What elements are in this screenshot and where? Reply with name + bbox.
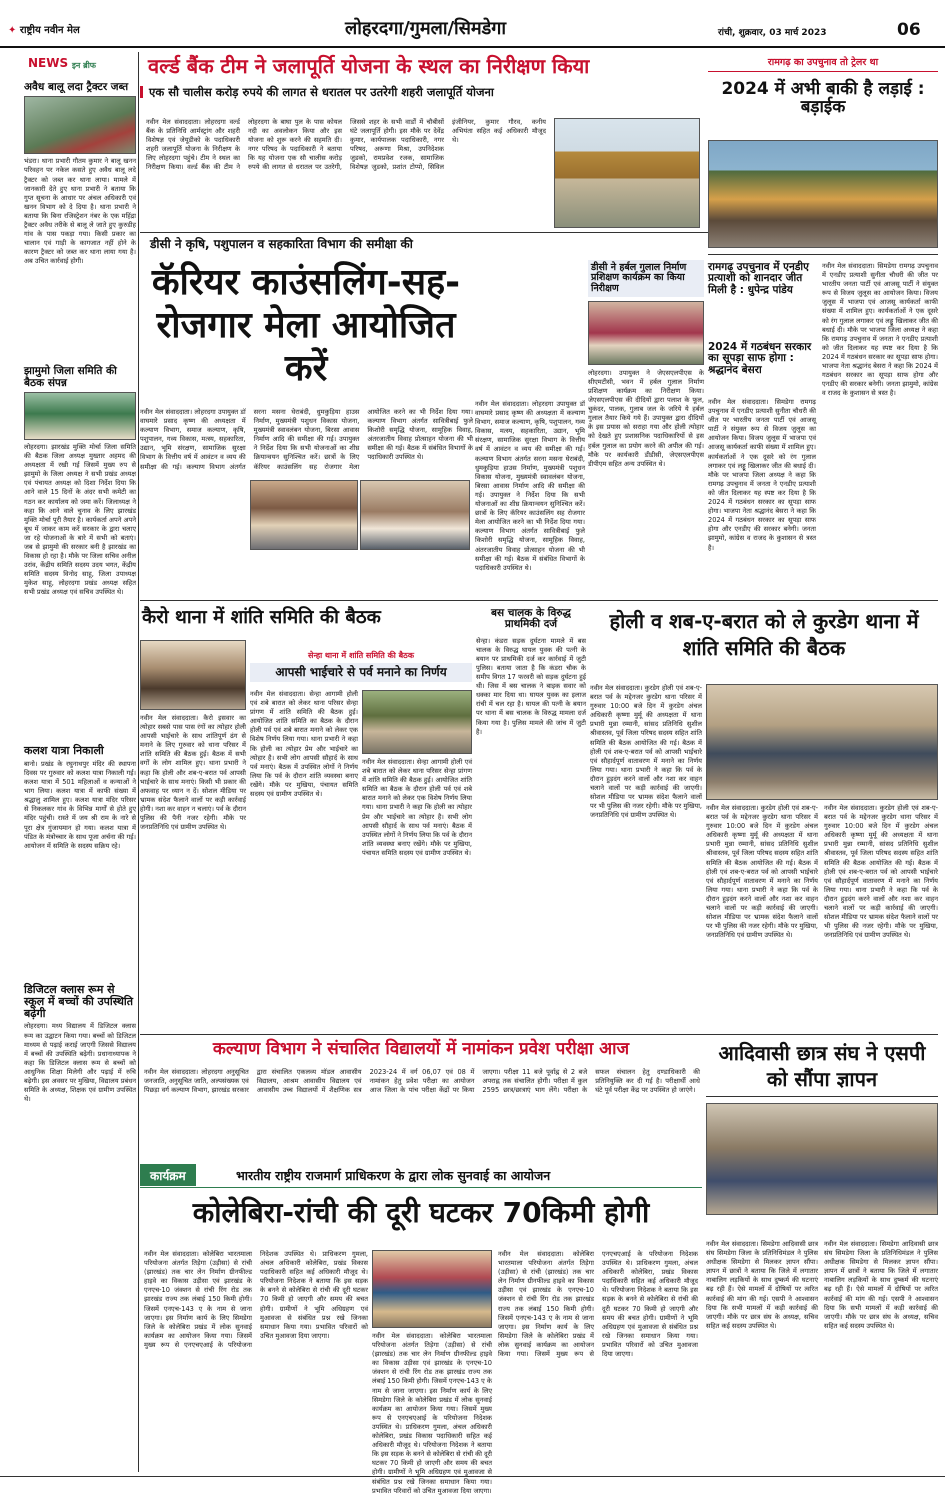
herbal-gulal-body: लोहरदगा। उपायुक्त ने जेएसएलपीएस के सीएमटीसी, भवन में हर्बल गुलाल निर्माण प्रशिक्षण कार्यक्रम का निरीक्षण किया। जेएसएलपीएस की दीदियों द्वारा पलाश के फूल, चुकंदर, पालक, गुलाब जल के जरिये ये हर्बल गुलाल तैयार किये गये हैं। उपायुक्त द्वारा दीदियों के इस प्रयास को सराहा गया और होली त्योहार को देखते हुए प्रशासनिक पदाधिकारियों से इस हर्बल गुलाल का प्रयोग करने की अपील की गई। मौके पर कार्यकारी डीडीसी, जेएसएलपीएस डीपीएम सहित अन्य उपस्थित थे।: [588, 368, 704, 468]
senha-story: [250, 650, 472, 1030]
ramgarh-headline: रामगढ़ उपचुनाव में एनडीए प्रत्याशी को शानदार जीत मिली है : धुपेन्द्र पांडेय: [708, 261, 809, 296]
kairo-headline: कैरो थाना में शांति समिति की बैठक: [142, 607, 381, 628]
badaik-headline: 2024 में अभी बाकी है लड़ाई : बड़ाईक: [721, 79, 925, 118]
nhai-body-left: नवीन मेल संवाददाता। कोलेबिरा भारतमाला परियोजना अंतर्गत तिड़ेगा (उड़ीसा) से रांची (झारखंड) तक चार लेन निर्माण ग्रीनफील्ड हाइवे का विकास उड़ीसा एवं झारखंड के एनएच-10 जंक्शन से रांची रिंग रोड तक झारखंड राज्य तक लंबाई 150 किमी होगी। जिसमें एनएच-143 ए के नाम से जाना जाएगा। इस निर्माण कार्य के लिए सिमडेगा जिले के कोलेबिरा प्रखंड में लोक सुनवाई कार्यक्रम का आयोजन किया गया। जिसमें मुख्य रूप से एनएचएआई के परियोजना निदेशक उपस्थित थे। प्राधिकरण गुमला, अंचल अधिकारी कोलेबिरा, प्रखंड विकास पदाधिकारी सहित कई अधिकारी मौजूद थे। परियोजना निदेशक ने बताया कि इस सड़क के बनने से कोलेबिरा से रांची की दूरी घटकर 70 किमी हो जाएगी और समय की बचत होगी। ग्रामीणों ने भूमि अधिग्रहण एवं मुआवजा से संबंधित प्रश्न रखे जिनका समाधान किया गया। प्रभावित परिवारों को उचित मुआवजा दिया जाएगा।: [144, 1250, 368, 1349]
senha-headline: आपसी भाईचारे से पर्व मनाने का निर्णय: [250, 663, 472, 682]
rally-photo: [708, 140, 938, 248]
brief-4-body: लोहरदगा। मध्य विद्यालय में डिजिटल क्लास रूम का उद्घाटन किया गया। बच्चों को डिजिटल माध्यम से पढ़ाई कराई जाएगी जिससे विद्यालय में बच्चों की उपस्थिति बढ़ेगी। प्रधानाध्यापक ने कहा कि डिजिटल क्लास रूम से बच्चों को आधुनिक शिक्षा मिलेगी और पढ़ाई में रुचि बढ़ेगी। इस अवसर पर मुखिया, विद्यालय प्रबंधन समिति के अध्यक्ष, शिक्षक एवं ग्रामीण उपस्थित थे।: [24, 1022, 136, 1104]
brief-1-title: अवैध बालू लदा ट्रैक्टर जब्त: [24, 81, 129, 93]
kairo-body: नवीन मेल संवाददाता। कैरो इसवार का त्योहार सबसे पास पास रंगों का त्योहार होली आपसी भाईचारे के साथ शांतिपूर्ण ढंग से मनाने के लिए गुरुवार को थाना परिसर में शांति समिति की बैठक हुई। बैठक में सभी वर्गों के लोग शामिल हुए। थाना प्रभारी ने कहा कि होली और शब-ए-बरात पर्व आपसी भाईचारे के साथ मनाएं। किसी भी प्रकार की अफवाह पर ध्यान न दें। सोशल मीडिया पर भ्रामक संदेश फैलाने वालों पर कड़ी कार्रवाई होगी। नशा कर वाहन न चलाएं। पर्व के दौरान पुलिस की पैनी नजर रहेगी। मौके पर जनप्रतिनिधि एवं ग्रामीण उपस्थित थे।: [140, 714, 246, 832]
brief-2-body: लोहरदगा। झारखंड मुक्ति मोर्चा जिला समिति की बैठक जिला अध्यक्ष मुख्तार अहमद की अध्यक्षता में रखी गई जिसमें मुख्य रुप से झामुमो के जिला अध्यक्ष ने सभी प्रखंड अध्यक्ष एवं पंचायत अध्यक्ष को दिशा निर्देश दिया कि आने वाले 15 दिनों के अंदर सभी कमेटी का गठन कर कार्यालय को जमा करें। जिलाध्यक्ष ने कहा कि आने वाले चुनाव के लिए झारखंड मुक्ति मोर्चा पूरी तैयार है। कार्यकर्ता अपने अपने बूथ में जाकर काम करें सरकार के द्वारा चलाए जा रहे योजनाओं के बारे में सभी को बताएं। जब से झामुमो की सरकार बनी है झारखंड का विकास हो रहा है। मौके पर जिला सचिव अनील उरांव, केंद्रीय समिति सदस्य उदय भगत, केंद्रीय समिति सदस्य विनोद साहू, जिला उपाध्यक्ष मुकेश साहू, लोहरदगा प्रखंड अध्यक्ष सहित सभी प्रखंड अध्यक्ष एवं सचिव उपस्थित थे।: [24, 442, 136, 597]
jmm-meeting-photo: [24, 392, 136, 440]
kurdeg-headline: होली व शब-ए-बरात को ले कुरडेग थाना में शांति समिति की बैठक: [609, 609, 919, 660]
adivasi-headline: आदिवासी छात्र संघ ने एसपी को सौंपा ज्ञापन: [706, 1036, 938, 1097]
newspaper-logo: [8, 22, 80, 36]
worldbank-headline: वर्ल्ड बैंक टीम ने जलापूर्ति योजना के स्थल का निरीक्षण किया: [148, 54, 590, 78]
kairo-photo: [140, 640, 246, 710]
badaik-kicker: रामगढ़ का उपचुनाव तो ट्रेलर था: [708, 52, 938, 72]
kalyan-story: [140, 1036, 702, 1158]
dateline: रांची, शुक्रवार, 03 मार्च 2023: [718, 28, 827, 38]
kalyan-body: नवीन मेल संवाददाता। लोहरदगा अनुसूचित जनजाति, अनुसूचित जाति, अल्पसंख्यक एवं पिछड़ा वर्ग कल्याण विभाग, झारखंड सरकार द्वारा संचालित एकलव्य मॉडल आवासीय विद्यालय, आश्रम आवासीय विद्यालय एवं आवासीय उच्च विद्यालयों में शैक्षणिक सत्र 2023-24 में वर्ग 06,07 एवं 08 में नामांकन हेतु प्रवेश परीक्षा का आयोजन आज जिला के पांच परीक्षा केंद्रों पर किया जाएगा। परीक्षा 11 बजे पूर्वाह्न से 2 बजे अपराह्न तक संचालित होगी। परीक्षा में कुल 2595 छात्र/छात्राएं भाग लेंगे। परीक्षा के सफल संचालन हेतु दण्डाधिकारी की प्रतिनियुक्ति कर दी गई है। परीक्षार्थी आधे घंटे पूर्व परीक्षा केंद्र पर उपस्थित हो जाएंगे।: [144, 1068, 700, 1095]
career-body: नवीन मेल संवाददाता। लोहरदगा उपायुक्त डॉ वाघमारे प्रसाद कृष्ण की अध्यक्षता में कल्याण विभाग, समाज कल्याण, कृषि, पशुपालन, गव्य विकास, मत्स्य, सहकारिता, उद्यान, भूमि संरक्षण, सामाजिक सुरक्षा विभाग के वित्तीय वर्ष में आवंटन व व्यय की समीक्षा की गई। कल्याण विभाग अंतर्गत सरना मसना घेराबंदी, धुमकुड़िया हाउस निर्माण, मुख्यमंत्री पशुधन विकास योजना, मुख्यमंत्री स्वावलंबन योजना, बिरसा आवास निर्माण आदि की समीक्षा की गई। उपायुक्त ने निर्देश दिया कि सभी योजनाओं का शीघ्र क्रियान्वयन सुनिश्चित करें। छात्रों के लिए कॅरियर काउंसलिंग सह रोजगार मेला आयोजित करने का भी निर्देश दिया गया। कल्याण विभाग अंतर्गत सावित्रीबाई फुले किशोरी समृद्धि योजना, सामूहिक विवाह, अंतरजातीय विवाह प्रोत्साहन योजना की भी समीक्षा की गई। बैठक में संबंधित विभागों के पदाधिकारी उपस्थित थे।: [140, 408, 473, 471]
news-brief-column: [24, 52, 136, 1472]
career-kicker: डीसी ने कृषि, पशुपालन व सहकारिता विभाग की समीक्षा की: [150, 237, 413, 251]
left-column-divider: [138, 52, 139, 1472]
nhai-photo: [372, 1250, 492, 1328]
career-headline: कॅरियर काउंसलिंग-सह-रोजगार मेला आयोजित करें: [151, 261, 461, 390]
tractor-photo: [24, 96, 136, 154]
badaik-bottom-rule: [708, 254, 938, 255]
nhai-body-right: नवीन मेल संवाददाता। कोलेबिरा भारतमाला परियोजना अंतर्गत तिड़ेगा (उड़ीसा) से रांची (झारखंड) तक चार लेन निर्माण ग्रीनफील्ड हाइवे का विकास उड़ीसा एवं झारखंड के एनएच-10 जंक्शन से रांची रिंग रोड तक झारखंड राज्य तक लंबाई 150 किमी होगी। जिसमें एनएच-143 ए के नाम से जाना जाएगा। इस निर्माण कार्य के लिए सिमडेगा जिले के कोलेबिरा प्रखंड में लोक सुनवाई कार्यक्रम का आयोजन किया गया। जिसमें मुख्य रूप से एनएचएआई के परियोजना निदेशक उपस्थित थे। प्राधिकरण गुमला, अंचल अधिकारी कोलेबिरा, प्रखंड विकास पदाधिकारी सहित कई अधिकारी मौजूद थे। परियोजना निदेशक ने बताया कि इस सड़क के बनने से कोलेबिरा से रांची की दूरी घटकर 70 किमी हो जाएगी और समय की बचत होगी। ग्रामीणों ने भूमि अधिग्रहण एवं मुआवजा से संबंधित प्रश्न रखे जिनका समाधान किया गया। प्रभावित परिवारों को उचित मुआवजा दिया जाएगा।: [498, 1250, 698, 1359]
herbal-gulal-photo: [588, 301, 704, 365]
senha-body-left: नवीन मेल संवाददाता। सेन्हा आगामी होली एवं शबे बारात को लेकर थाना परिसर सेन्हा प्रांगण में शांति समिति की बैठक हुई। आयोजित शांति समिति का बैठक के दौरान होली पर्व एवं शबे बारात मनाने को लेकर एक विशेष निर्णय लिया गया। थाना प्रभारी ने कहा कि होली का त्योहार प्रेम और भाईचारे का त्योहार है। सभी लोग आपसी सौहार्द के साथ पर्व मनाएं। बैठक में उपस्थित लोगों ने निर्णय लिया कि पर्व के दौरान शांति व्यवस्था बनाए रखेंगे। मौके पर मुखिया, पंचायत समिति सदस्य एवं ग्रामीण उपस्थित थे।: [250, 690, 358, 799]
career-bottom-rule: [140, 600, 938, 601]
middle-bottom-rule: [140, 1034, 938, 1035]
worldbank-body: नवीन मेल संवाददाता। लोहरदगा वर्ल्ड बैंक के प्रतिनिधि आर्मस्ट्रांग और शहरी विशेषज्ञ एवं जेयूडीको के पदाधिकारी शहरी जलापूर्ति योजना के निरीक्षण के लिए लोहरदगा पहुंचे। टीम ने स्थल का निरीक्षण किया। वर्ल्ड बैंक की टीम ने लोहरदगा के बाघा पुल के पास कोयल नदी का अवलोकन किया और इस योजना को शुरू करने की सहमति दी। नगर परिषद के पदाधिकारी ने बताया कि यह योजना एक सौ चालीस करोड़ रुपये की लागत से धरातल पर उतरेगी, जिससे शहर के सभी वार्डों में चौबीसों घंटे जलापूर्ति होगी। इस मौके पर देवेंद्र कुमार, कार्यपालक पदाधिकारी, नगर परिषद, अरूणा मिश्रा, उपनिदेशक जुडको, रामप्रवेश रजक, सामाजिक विशेषज्ञ जुडको, प्रशांत टोप्पो, सिविल इंजीनियर, कुमार गौरव, कनीय अभियंता सहित कई अधिकारी मौजूद थे।: [146, 118, 546, 172]
page-number: 06: [897, 20, 921, 40]
badaik-story: [708, 52, 938, 252]
herbal-gulal-headline: डीसी ने हर्बल गुलाल निर्माण प्रशिक्षण कार्यक्रम का किया निरीक्षण: [588, 260, 704, 297]
dc-meeting-photo-1: [250, 480, 358, 550]
ramgarh-body: नवीन मेल संवाददाता। सिमडेगा रामगढ़ उपचुनाव में एनडीए प्रत्याशी सुनीता चौधरी की जीत पर भारतीय जनता पार्टी एवं आजसू पार्टी ने संयुक्त रूप से विजय जुलूस का आयोजन किया। विजय जुलूस में भाजपा एवं आजसू कार्यकर्ता काफी संख्या में शामिल हुए। कार्यकर्ताओं ने एक दूसरे को रंग गुलाल लगाकर एवं लड्डू खिलाकर जीत की बधाई दी। मौके पर भाजपा जिला अध्यक्ष ने कहा कि रामगढ़ उपचुनाव में जनता ने एनडीए प्रत्याशी को जीत दिलाकर यह स्पष्ट कर दिया है कि 2024 में गठबंधन सरकार का सूपड़ा साफ होगा। भाजपा नेता श्रद्धानंद बेसरा ने कहा कि 2024 में गठबंधन सरकार का सूपड़ा साफ होगा और एनडीए की सरकार बनेगी। जनता झामुमो, कांग्रेस व राजद के कुशासन से त्रस्त है।: [708, 398, 816, 552]
brief-4-title: डिजिटल क्लास रूम से स्कूल में बच्चों की उपस्थिति बढ़ेगी: [24, 982, 133, 1020]
nhai-body-mid: नवीन मेल संवाददाता। कोलेबिरा भारतमाला परियोजना अंतर्गत तिड़ेगा (उड़ीसा) से रांची (झारखंड) तक चार लेन निर्माण ग्रीनफील्ड हाइवे का विकास उड़ीसा एवं झारखंड के एनएच-10 जंक्शन से रांची रिंग रोड तक झारखंड राज्य तक लंबाई 150 किमी होगी। जिसमें एनएच-143 ए के नाम से जाना जाएगा। इस निर्माण कार्य के लिए सिमडेगा जिले के कोलेबिरा प्रखंड में लोक सुनवाई कार्यक्रम का आयोजन किया गया। जिसमें मुख्य रूप से एनएचएआई के परियोजना निदेशक उपस्थित थे। प्राधिकरण गुमला, अंचल अधिकारी कोलेबिरा, प्रखंड विकास पदाधिकारी सहित कई अधिकारी मौजूद थे। परियोजना निदेशक ने बताया कि इस सड़क के बनने से कोलेबिरा से रांची की दूरी घटकर 70 किमी हो जाएगी और समय की बचत होगी। ग्रामीणों ने भूमि अधिग्रहण एवं मुआवजा से संबंधित प्रश्न रखे जिनका समाधान किया गया। प्रभावित परिवारों को उचित मुआवजा दिया जाएगा।: [372, 1332, 492, 1495]
senha-photo: [362, 690, 472, 754]
nhai-headline: कोलेबिरा-रांची की दूरी घटकर 70किमी होगी: [192, 1196, 650, 1229]
nhai-banner: [140, 1162, 702, 1188]
kurdeg-story: [590, 604, 938, 1030]
adivasi-story: [706, 1036, 938, 1472]
nhai-story: [140, 1162, 702, 1495]
brief-3-body: बानो। प्रखंड के रघुनाथपुर मंदिर की स्थापना दिवस पर गुरुवार को कलश यात्रा निकाली गई। कलश यात्रा में 501 महिलाओं व कन्याओं ने भाग लिया। कलश यात्रा में काफी संख्या में श्रद्धालु शामिल हुए। कलश यात्रा मंदिर परिसर से निकलकर गांव के विभिन्न मार्गों से होते हुए मंदिर पहुंची। रास्ते में जय श्री राम के नारे से पूरा क्षेत्र गुंजायमान हो गया। कलश यात्रा में पंडित के मंत्रोच्चार के साथ पूजा अर्चना की गई। आयोजन में समिति के सदस्य सक्रिय रहे।: [24, 759, 136, 850]
worldbank-bottom-rule: [140, 232, 708, 233]
brief-label: इन ब्रीफ: [72, 61, 96, 70]
ramgarh-subhead: 2024 में गठबंधन सरकार का सूपड़ा साफ होगा : श्रद्धानंद बेसरा: [708, 341, 812, 376]
brief-1-body: भंडरा। थाना प्रभारी गौतम कुमार ने बालू खनन परिवहन पर नकेल कसते हुए अवैध बालू लदे ट्रैक्टर को जब्त कर थाना लाया। मामले में जानकारी देते हुए थाना प्रभारी ने बताया कि गुप्त सूचना के आधार पर अंचल अधिकारी एवं खनन विभाग को दे दिया है। थाना प्रभारी ने बताया कि बिना रजिस्ट्रेशन नंबर के एक महिंद्रा ट्रैक्टर अवैध तरीके से बालू ले जाते हुए कुरुडीह गांव के पास पकड़ा गया। किसी प्रकार का चालान एवं गाड़ी के कागजात नहीं होने के कारण ट्रैक्टर को जब्त कर थाना लाया गया है। अब उचित कार्रवाई होगी।: [24, 157, 136, 266]
ramgarh-story: [708, 258, 938, 604]
senha-kicker: सेन्हा थाना में शांति समिति की बैठक: [308, 651, 414, 660]
bus-headline: बस चालक के विरुद्ध प्राथमिकी दर्ज: [491, 607, 571, 631]
section-title: लोहरदगा/गुमला/सिमडेगा: [345, 18, 507, 39]
bird-icon: ✦: [8, 25, 17, 36]
kalyan-headline: कल्याण विभाग ने संचालित विद्यालयों में नामांकन प्रवेश परीक्षा आज: [212, 1039, 630, 1059]
senha-body-right: नवीन मेल संवाददाता। सेन्हा आगामी होली एवं शबे बारात को लेकर थाना परिसर सेन्हा प्रांगण में शांति समिति की बैठक हुई। आयोजित शांति समिति का बैठक के दौरान होली पर्व एवं शबे बारात मनाने को लेकर एक विशेष निर्णय लिया गया। थाना प्रभारी ने कहा कि होली का त्योहार प्रेम और भाईचारे का त्योहार है। सभी लोग आपसी सौहार्द के साथ पर्व मनाएं। बैठक में उपस्थित लोगों ने निर्णय लिया कि पर्व के दौरान शांति व्यवस्था बनाए रखेंगे। मौके पर मुखिया, पंचायत समिति सदस्य एवं ग्रामीण उपस्थित थे।: [362, 758, 472, 857]
worldbank-story: [140, 52, 700, 228]
bus-body: सेन्हा। कंडरा सड़क दुर्घटना मामले में बस चालक के विरुद्ध घायल युवक की पत्नी के बयान पर प्राथमिकी दर्ज कर कार्रवाई में जुटी पुलिस। बताया जाता है कि कंडरा चौक के समीप विगत 17 फरवरी को सड़क दुर्घटना हुई थी। जिस में बस चालक ने बाइक सवार को धक्का मार दिया था। घायल युवक का इलाज रांची में चल रहा है। घायल की पत्नी के बयान पर थाना में बस चालक के विरुद्ध मामला दर्ज किया गया है। पुलिस मामले की जांच में जुटी है।: [476, 636, 586, 736]
kurdeg-photo: [706, 684, 938, 800]
herbal-gulal-story: [588, 260, 704, 596]
career-body-continued: नवीन मेल संवाददाता। लोहरदगा उपायुक्त डॉ वाघमारे प्रसाद कृष्ण की अध्यक्षता में कल्याण विभाग, समाज कल्याण, कृषि, पशुपालन, गव्य विकास, मत्स्य, सहकारिता, उद्यान, भूमि संरक्षण, सामाजिक सुरक्षा विभाग के वित्तीय वर्ष में आवंटन व व्यय की समीक्षा की गई। कल्याण विभाग अंतर्गत सरना मसना घेराबंदी, धुमकुड़िया हाउस निर्माण, मुख्यमंत्री पशुधन विकास योजना, मुख्यमंत्री स्वावलंबन योजना, बिरसा आवास निर्माण आदि की समीक्षा की गई। उपायुक्त ने निर्देश दिया कि सभी योजनाओं का शीघ्र क्रियान्वयन सुनिश्चित करें। छात्रों के लिए कॅरियर काउंसलिंग सह रोजगार मेला आयोजित करने का भी निर्देश दिया गया। कल्याण विभाग अंतर्गत सावित्रीबाई फुले किशोरी समृद्धि योजना, सामूहिक विवाह, अंतरजातीय विवाह प्रोत्साहन योजना की भी समीक्षा की गई। बैठक में संबंधित विभागों के पदाधिकारी उपस्थित थे।: [475, 400, 585, 572]
adivasi-photo: [706, 1103, 938, 1215]
kurdeg-body: नवीन मेल संवाददाता। कुरडेग होली एवं शब-ए-बरात पर्व के मद्देनजर कुरडेग थाना परिसर में गुरुवार 10:00 बजे दिन में कुरडेग अंचल अधिकारी कृष्णा मुर्मू की अध्यक्षता में थाना प्रभारी मुन्ना रम्मानी, सांसद प्रतिनिधि सुशील श्रीवास्तव, पूर्व जिला परिषद सदस्य सहित शांति समिति की बैठक आयोजित की गई। बैठक में होली एवं शब-ए-बरात पर्व को आपसी भाईचारे एवं सौहार्दपूर्ण वातावरण में मनाने का निर्णय लिया गया। थाना प्रभारी ने कहा कि पर्व के दौरान हुड़दंग करने वालों और नशा कर वाहन चलाने वालों पर कड़ी कार्रवाई की जाएगी। सोशल मीडिया पर भ्रामक संदेश फैलाने वालों पर भी पुलिस की नजर रहेगी। मौके पर मुखिया, जनप्रतिनिधि एवं ग्रामीण उपस्थित थे।: [590, 684, 702, 820]
nhai-kicker: भारतीय राष्ट्रीय राजमार्ग प्राधिकरण के द्वारा लोक सुनवाई का आयोजन: [236, 1168, 551, 1183]
worldbank-subhead: एक सौ चालीस करोड़ रुपये की लागत से धरातल पर उतरेगी शहरी जलापूर्ति योजना: [140, 86, 700, 98]
kurdeg-body-col2: नवीन मेल संवाददाता। कुरडेग होली एवं शब-ए-बरात पर्व के मद्देनजर कुरडेग थाना परिसर में गुरुवार 10:00 बजे दिन में कुरडेग अंचल अधिकारी कृष्णा मुर्मू की अध्यक्षता में थाना प्रभारी मुन्ना रम्मानी, सांसद प्रतिनिधि सुशील श्रीवास्तव, पूर्व जिला परिषद सदस्य सहित शांति समिति की बैठक आयोजित की गई। बैठक में होली एवं शब-ए-बरात पर्व को आपसी भाईचारे एवं सौहार्दपूर्ण वातावरण में मनाने का निर्णय लिया गया। थाना प्रभारी ने कहा कि पर्व के दौरान हुड़दंग करने वालों और नशा कर वाहन चलाने वालों पर कड़ी कार्रवाई की जाएगी। सोशल मीडिया पर भ्रामक संदेश फैलाने वालों पर भी पुलिस की नजर रहेगी। मौके पर मुखिया, जनप्रतिनिधि एवं ग्रामीण उपस्थित थे।: [706, 804, 818, 940]
logo-text: राष्ट्रीय नवीन मेल: [19, 25, 80, 36]
adivasi-body-left: नवीन मेल संवाददाता। सिमडेगा आदिवासी छात्र संघ सिमडेगा जिला के प्रतिनिधिमंडल ने पुलिस अधीक्षक सिमडेगा से मिलकर ज्ञापन सौंपा। ज्ञापन में छात्रों ने बताया कि जिले में लगातार नाबालिग लड़कियों के साथ दुष्कर्म की घटनाएं बढ़ रही हैं। ऐसे मामलों में दोषियों पर त्वरित कार्रवाई की मांग की गई। एसपी ने आश्वासन दिया कि सभी मामलों में कड़ी कार्रवाई की जाएगी। मौके पर छात्र संघ के अध्यक्ष, सचिव सहित कई सदस्य उपस्थित थे।: [706, 1240, 818, 1330]
nhai-label: कार्यक्रम: [140, 1164, 196, 1186]
ramgarh-body-right: नवीन मेल संवाददाता। सिमडेगा रामगढ़ उपचुनाव में एनडीए प्रत्याशी सुनीता चौधरी की जीत पर भारतीय जनता पार्टी एवं आजसू पार्टी ने संयुक्त रूप से विजय जुलूस का आयोजन किया। विजय जुलूस में भाजपा एवं आजसू कार्यकर्ता काफी संख्या में शामिल हुए। कार्यकर्ताओं ने एक दूसरे को रंग गुलाल लगाकर एवं लड्डू खिलाकर जीत की बधाई दी। मौके पर भाजपा जिला अध्यक्ष ने कहा कि रामगढ़ उपचुनाव में जनता ने एनडीए प्रत्याशी को जीत दिलाकर यह स्पष्ट कर दिया है कि 2024 में गठबंधन सरकार का सूपड़ा साफ होगा। भाजपा नेता श्रद्धानंद बेसरा ने कहा कि 2024 में गठबंधन सरकार का सूपड़ा साफ होगा और एनडीए की सरकार बनेगी। जनता झामुमो, कांग्रेस व राजद के कुशासन से त्रस्त है।: [822, 262, 938, 398]
news-label: NEWS: [28, 56, 69, 70]
page-bottom-rule: [0, 1476, 945, 1477]
bus-story: [476, 604, 586, 1030]
adivasi-body-right: नवीन मेल संवाददाता। सिमडेगा आदिवासी छात्र संघ सिमडेगा जिला के प्रतिनिधिमंडल ने पुलिस अधीक्षक सिमडेगा से मिलकर ज्ञापन सौंपा। ज्ञापन में छात्रों ने बताया कि जिले में लगातार नाबालिग लड़कियों के साथ दुष्कर्म की घटनाएं बढ़ रही हैं। ऐसे मामलों में दोषियों पर त्वरित कार्रवाई की मांग की गई। एसपी ने आश्वासन दिया कि सभी मामलों में कड़ी कार्रवाई की जाएगी। मौके पर छात्र संघ के अध्यक्ष, सचिव सहित कई सदस्य उपस्थित थे।: [824, 1240, 938, 1330]
water-tank-photo: [554, 118, 700, 228]
kurdeg-body-col3: नवीन मेल संवाददाता। कुरडेग होली एवं शब-ए-बरात पर्व के मद्देनजर कुरडेग थाना परिसर में गुरुवार 10:00 बजे दिन में कुरडेग अंचल अधिकारी कृष्णा मुर्मू की अध्यक्षता में थाना प्रभारी मुन्ना रम्मानी, सांसद प्रतिनिधि सुशील श्रीवास्तव, पूर्व जिला परिषद सदस्य सहित शांति समिति की बैठक आयोजित की गई। बैठक में होली एवं शब-ए-बरात पर्व को आपसी भाईचारे एवं सौहार्दपूर्ण वातावरण में मनाने का निर्णय लिया गया। थाना प्रभारी ने कहा कि पर्व के दौरान हुड़दंग करने वालों और नशा कर वाहन चलाने वालों पर कड़ी कार्रवाई की जाएगी। सोशल मीडिया पर भ्रामक संदेश फैलाने वालों पर भी पुलिस की नजर रहेगी। मौके पर मुखिया, जनप्रतिनिधि एवं ग्रामीण उपस्थित थे।: [824, 804, 938, 940]
dc-meeting-photo-2: [360, 480, 470, 550]
news-brief-badge: [24, 52, 136, 78]
brief-2-title: झामुमो जिला समिति की बैठक संपन्न: [24, 365, 117, 389]
masthead: [0, 0, 945, 48]
brief-3-title: कलश यात्रा निकाली: [24, 743, 104, 757]
